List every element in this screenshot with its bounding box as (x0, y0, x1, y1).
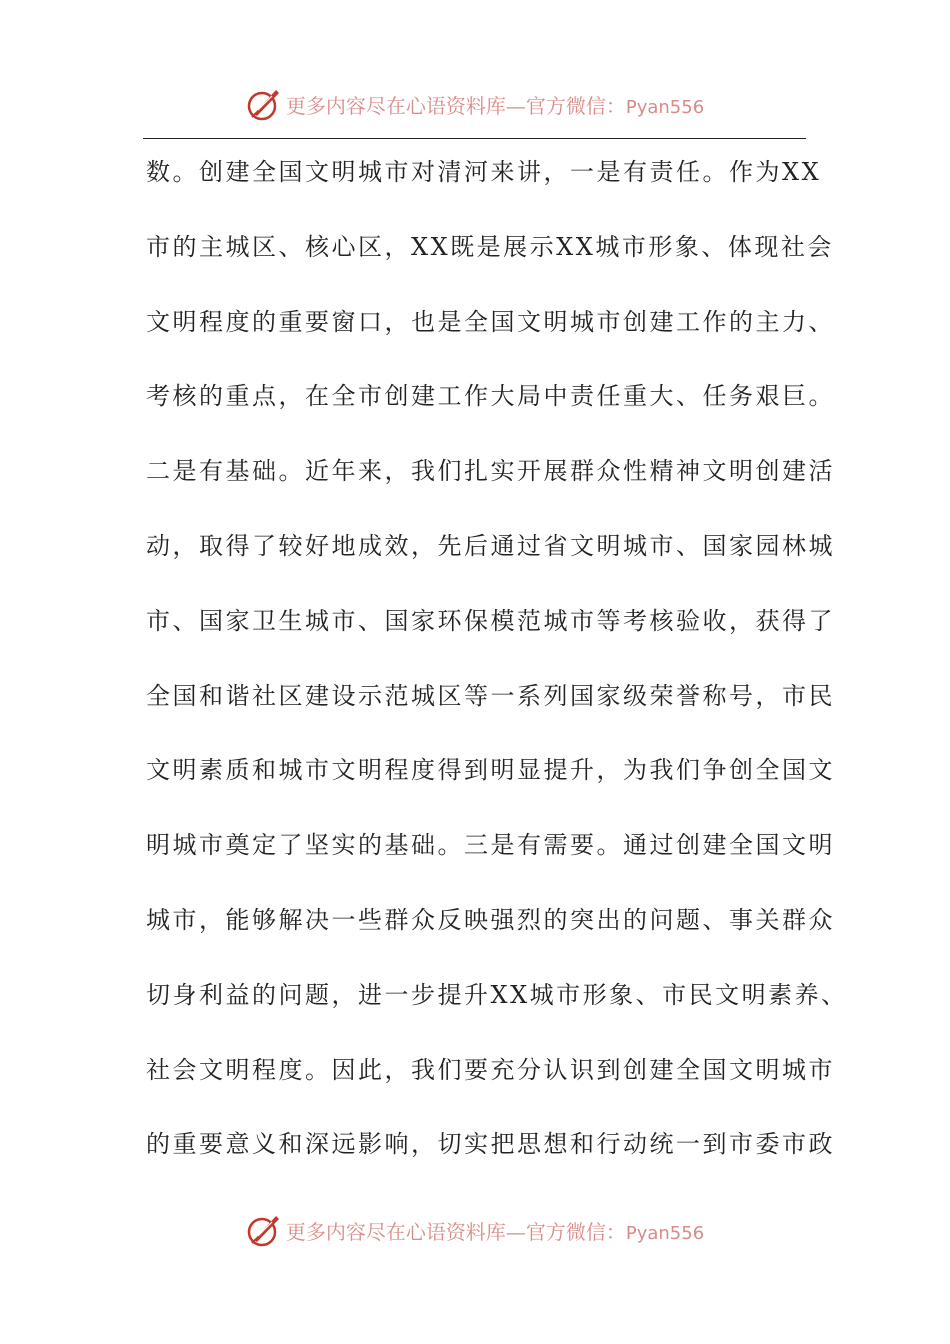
header-brand-text: 更多内容尽在心语资料库 (285, 93, 506, 118)
footer-banner (0, 1208, 950, 1252)
body-line: 明城市奠定了坚实的基础。三是有需要。通过创建全国文明 (146, 831, 835, 860)
footer-wechat-label: 官方微信： (525, 1219, 626, 1244)
header-wechat-id: Pyan556 (625, 96, 705, 118)
body-line: 动，取得了较好地成效，先后通过省文明城市、国家园林城 (146, 531, 835, 560)
header-separator: — (505, 93, 526, 118)
body-line: 文明程度的重要窗口，也是全国文明城市创建工作的主力、 (146, 307, 835, 336)
document-body (146, 152, 848, 1199)
header-divider (143, 138, 806, 139)
body-line: 城市，能够解决一些群众反映强烈的突出的问题、事关群众 (146, 905, 835, 934)
quill-pen-logo-icon (246, 86, 282, 122)
body-line: 市的主城区、核心区，XX既是展示XX城市形象、体现社会 (146, 232, 834, 261)
footer-wechat-id: Pyan556 (625, 1222, 705, 1244)
body-line: 考核的重点，在全市创建工作大局中责任重大、任务艰巨。 (146, 382, 835, 411)
body-line: 的重要意义和深远影响，切实把思想和行动统一到市委市政 (146, 1130, 835, 1159)
header-banner (0, 82, 950, 126)
header-wechat-label: 官方微信： (525, 93, 626, 118)
body-line: 文明素质和城市文明程度得到明显提升，为我们争创全国文 (146, 756, 835, 785)
footer-brand (286, 1216, 704, 1245)
body-line: 市、国家卫生城市、国家环保模范城市等考核验收，获得了 (146, 606, 835, 635)
body-line: 数。创建全国文明城市对清河来讲，一是有责任。作为XX (146, 158, 822, 186)
header-brand (286, 90, 704, 119)
quill-pen-logo-icon (246, 1212, 282, 1248)
body-line: 全国和谐社区建设示范城区等一系列国家级荣誉称号，市民 (146, 681, 835, 710)
body-line: 切身利益的问题，进一步提升XX城市形象、市民文明素养、 (146, 980, 848, 1009)
body-line: 二是有基础。近年来，我们扎实开展群众性精神文明创建活 (146, 457, 835, 486)
footer-separator: — (505, 1219, 526, 1244)
body-line: 社会文明程度。因此，我们要充分认识到创建全国文明城市 (146, 1055, 835, 1084)
footer-brand-text: 更多内容尽在心语资料库 (285, 1219, 506, 1244)
